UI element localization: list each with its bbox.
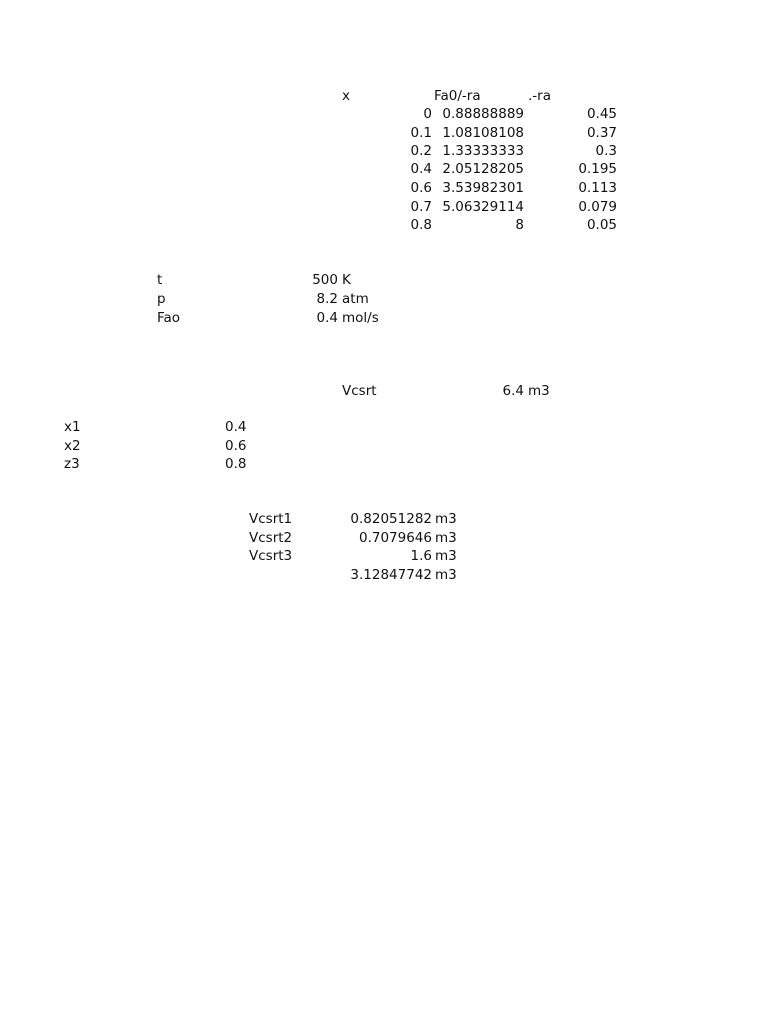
param-row-p: [0, 291, 768, 307]
param-label: t: [157, 272, 163, 288]
reactor-value: 0.82051282: [350, 511, 432, 527]
table-row: [0, 199, 768, 215]
cell-ra: 0.05: [586, 217, 617, 233]
conversion-label: z3: [64, 456, 80, 472]
cell-ra: 0.079: [578, 199, 617, 215]
vcsrt-unit: m3: [528, 383, 550, 399]
table-row: [0, 217, 768, 233]
cell-fa0-ra: 1.33333333: [442, 143, 524, 159]
cell-fa0-ra: 8: [515, 217, 524, 233]
total-unit: m3: [435, 567, 457, 583]
cell-ra: 0.45: [586, 106, 617, 122]
param-label: Fao: [157, 310, 181, 326]
cell-x: 0.2: [410, 143, 432, 159]
param-row-fao: [0, 310, 768, 326]
cell-x: 0.7: [410, 199, 432, 215]
reactor-label: Vcsrt2: [249, 530, 293, 546]
vcsrt-row: [0, 383, 768, 399]
total-row: [0, 567, 768, 583]
conversion-label: x1: [64, 419, 81, 435]
param-value: 0.4: [316, 310, 338, 326]
reactor-label: Vcsrt3: [249, 548, 293, 564]
table-row: [0, 125, 768, 141]
param-value: 8.2: [316, 291, 338, 307]
conversion-value: 0.6: [225, 438, 247, 454]
reactor-row-2: [0, 530, 768, 546]
reactor-label: Vcsrt1: [249, 511, 293, 527]
cell-fa0-ra: 2.05128205: [442, 161, 524, 177]
reactor-value: 0.7079646: [358, 530, 432, 546]
cell-fa0-ra: 1.08108108: [442, 125, 524, 141]
reactor-unit: m3: [435, 530, 457, 546]
table-row: [0, 106, 768, 122]
cell-fa0-ra: 3.53982301: [442, 180, 524, 196]
cell-ra: 0.37: [586, 125, 617, 141]
param-unit: atm: [342, 291, 369, 307]
table-row: [0, 161, 768, 177]
param-row-t: [0, 272, 768, 288]
param-unit: K: [342, 272, 351, 288]
table-header-row: [0, 88, 768, 104]
cell-ra: 0.3: [595, 143, 617, 159]
cell-fa0-ra: 0.88888889: [442, 106, 524, 122]
table-row: [0, 143, 768, 159]
header-fa0-ra: Fa0/-ra: [434, 88, 481, 104]
header-x: x: [342, 88, 350, 104]
cell-x: 0.4: [410, 161, 432, 177]
reactor-row-3: [0, 548, 768, 564]
vcsrt-value: 6.4: [502, 383, 524, 399]
param-unit: mol/s: [342, 310, 379, 326]
reactor-row-1: [0, 511, 768, 527]
table-row: [0, 180, 768, 196]
conversion-row-z3: [0, 456, 768, 472]
cell-ra: 0.113: [578, 180, 617, 196]
reactor-unit: m3: [435, 548, 457, 564]
cell-x: 0.6: [410, 180, 432, 196]
vcsrt-label: Vcsrt: [342, 383, 377, 399]
param-label: p: [157, 291, 166, 307]
conversion-value: 0.4: [225, 419, 247, 435]
header-ra: .-ra: [528, 88, 551, 104]
param-value: 500: [312, 272, 338, 288]
conversion-value: 0.8: [225, 456, 247, 472]
cell-ra: 0.195: [578, 161, 617, 177]
cell-x: 0.8: [410, 217, 432, 233]
reactor-unit: m3: [435, 511, 457, 527]
conversion-row-x1: [0, 419, 768, 435]
cell-fa0-ra: 5.06329114: [442, 199, 524, 215]
cell-x: 0.1: [410, 125, 432, 141]
conversion-row-x2: [0, 438, 768, 454]
reactor-value: 1.6: [410, 548, 432, 564]
conversion-label: x2: [64, 438, 81, 454]
total-value: 3.12847742: [350, 567, 432, 583]
cell-x: 0: [423, 106, 432, 122]
